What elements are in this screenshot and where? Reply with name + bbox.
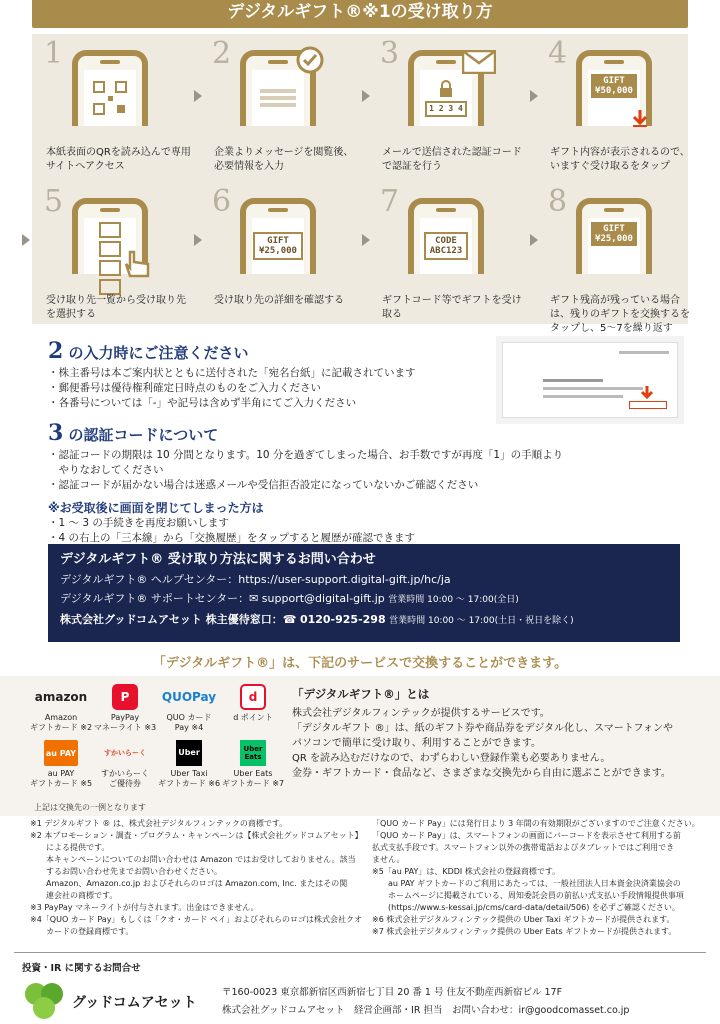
- footnote: ※1 デジタルギフト ® は、株式会社デジタルフィンテックの商標です。: [30, 819, 288, 828]
- service-label: d ポイント: [233, 713, 273, 722]
- service-amazon: [30, 684, 92, 733]
- skylark-logo-icon: すかいらーく: [104, 749, 146, 757]
- step-3: [368, 34, 522, 174]
- phone-icon: [72, 198, 148, 274]
- service-label: au PAY ギフトカード ※5: [30, 769, 93, 788]
- about-line: 金券・ギフトカード・食品など、さまざまな交換先から自由に選ぶことができます。: [292, 768, 671, 779]
- gift-amount: GIFT ¥25,000: [591, 222, 637, 246]
- service-quopay: [158, 684, 220, 733]
- step-number: 8: [548, 184, 568, 219]
- service-skylark: [94, 740, 156, 789]
- mail-icon: [462, 50, 496, 74]
- footnote: ※6 株式会社デジタルフィンテック提供の Uber Taxi ギフトカードが提供されます。: [372, 915, 675, 924]
- about-line: パソコンで簡単に受け取り、利用することができます。: [292, 738, 541, 749]
- gift-amount: GIFT ¥50,000: [591, 74, 637, 98]
- down-arrow-icon: [630, 108, 650, 128]
- footnote: ※3 PayPay マネーライトが付与されます。出金はできません。: [30, 903, 259, 912]
- footnote: Amazon、Amazon.co.jp およびそれらのロゴは Amazon.com, Inc. またはその関: [30, 879, 348, 888]
- footnote: 本キャンペーンについてのお問い合わせは Amazon ではお受けしておりません。該当: [30, 855, 356, 864]
- clover-logo-icon: [20, 980, 68, 1020]
- footnote: による提供です。: [30, 843, 110, 852]
- amazon-logo-icon: amazon: [34, 690, 88, 704]
- notice-item: やりなおしてください: [48, 464, 164, 476]
- about-title: 「デジタルギフト®」とは: [292, 687, 430, 701]
- phone-number[interactable]: 0120-925-298: [299, 613, 386, 626]
- footnote: (https://www.s-kessai.jp/cms/card-data/detail/506) を必ずご確認ください。: [372, 903, 680, 912]
- footnote: au PAY ギフトカードのご利用にあたっては、一般社団法人日本資金決済業協会の: [372, 879, 681, 888]
- phone-icon: [576, 50, 652, 126]
- footnote: ※5「au PAY」は、KDDI 株式会社の登録商標です。: [372, 867, 561, 876]
- hand-tap-icon: [124, 250, 154, 280]
- mail-icon: ✉: [249, 592, 262, 605]
- step-1: [32, 34, 191, 174]
- dpoint-logo-icon: d: [240, 684, 266, 710]
- about-line: 「デジタルギフト ®」は、紙のギフト券や商品券をデジタル化し、スマートフォンや: [292, 723, 673, 734]
- footnote: ません。: [372, 855, 405, 864]
- step-description: メールで送信された認証コードで認証を行う: [382, 147, 522, 172]
- footnote: するお問い合わせ先までお問い合わせください。: [30, 867, 222, 876]
- support-center-row: デジタルギフト® サポートセンター：✉ support@digital-gift.jp 営業時間 10:00 〜 17:00(全日): [60, 592, 519, 605]
- notice-item: ・認証コードが届かない場合は迷惑メールや受信拒否設定になっていないかご確認ください: [48, 479, 479, 491]
- services-note: 上記は交換先の一例となります: [34, 803, 146, 812]
- step-description: 受け取り先の詳細を確認する: [214, 295, 344, 306]
- address-sheet-illustration: [502, 342, 678, 418]
- support-email[interactable]: support@digital-gift.jp: [261, 592, 385, 605]
- step-description: ギフト残高が残っている場合は、残りのギフトを交換するをタップし、5〜7を繰り返す: [550, 295, 690, 334]
- footnote: ※4「QUO カード Pay」もしくは「クオ・カード ペイ」およびそれらのロゴは株式会社クオ: [30, 915, 362, 924]
- footnote: ※2 本プロモーション・調査・プログラム・キャンペーンは【株式会社グッドコムアセット】: [30, 831, 363, 840]
- phone-icon: [408, 198, 484, 274]
- phone-icon: ☎: [282, 613, 300, 626]
- step-5: [32, 182, 186, 322]
- step-description: ギフト内容が表示されるので、いますぐ受け取るをタップ: [550, 147, 690, 172]
- step-2: [200, 34, 354, 174]
- input-notice-section: [48, 338, 488, 411]
- step-number: 4: [548, 36, 568, 71]
- step-8: [536, 182, 690, 334]
- step-number: 6: [212, 184, 232, 219]
- footnote: カードの登録商標です。: [30, 927, 134, 936]
- phone-icon: [240, 198, 316, 274]
- uber-eats-logo-icon: Uber Eats: [240, 740, 266, 766]
- step-number: 5: [44, 184, 64, 219]
- footnotes-right: [372, 818, 702, 938]
- service-label: QUO カード Pay ※4: [166, 713, 212, 732]
- quopay-logo-icon: QUOPay: [161, 690, 217, 704]
- phone-icon: [408, 50, 484, 126]
- checkmark-icon: [296, 46, 324, 74]
- footnote: ホームページに掲載されている、周知委託会員の前払い式支払い手段情報提供事項: [372, 891, 684, 900]
- arrow-icon: [22, 234, 30, 246]
- service-label: Amazon ギフトカード ※2: [30, 713, 93, 732]
- service-label: すかいらーく ご優待券: [101, 769, 149, 788]
- step-number: 3: [380, 36, 400, 71]
- step-4: [536, 34, 690, 174]
- step-description: 本紙表面のQRを読み込んで専用サイトへアクセス: [46, 147, 191, 172]
- notice-item: ・各番号については「-」や記号は含めず半角にてご入力ください: [48, 397, 357, 409]
- step-number: 1: [44, 36, 64, 71]
- helpcenter-link[interactable]: デジタルギフト® ヘルプセンター：https://user-support.digital-gift.jp/hc/ja: [60, 573, 451, 586]
- footnote: 払式支払手段です。スマートフォン以外の携帯電話およびタブレットではご利用でき: [372, 843, 675, 852]
- service-label: PayPay マネーライト ※3: [94, 713, 157, 732]
- lock-icon: [437, 80, 455, 98]
- step-6: [200, 182, 350, 322]
- notice-item: ・郵便番号は優待権利確定日時点のものをご入力ください: [48, 382, 321, 394]
- company-logo: [20, 980, 68, 1020]
- aupay-logo-icon: au PAY: [44, 740, 78, 766]
- steps-panel: [32, 34, 690, 334]
- step-7: [368, 182, 522, 322]
- service-aupay: [30, 740, 92, 789]
- company-contact: 株式会社グッドコムアセット 経営企画部・IR 担当 お問い合わせ：ir@goodcomasset.co.jp: [222, 1005, 630, 1016]
- notice-item: ・株主番号は本ご案内状とともに送付された「宛名台紙」に記載されています: [48, 367, 416, 379]
- step-number: 7: [380, 184, 400, 219]
- step-description: 受け取り先一覧から受け取り先を選択する: [46, 295, 186, 320]
- phone-icon: [576, 198, 652, 274]
- service-uber-eats: [222, 740, 284, 789]
- gift-amount: GIFT ¥25,000: [253, 232, 303, 260]
- contact-box: [48, 544, 680, 642]
- note-item: ・1 〜 3 の手続きを再度お願いします: [48, 517, 229, 529]
- contact-title: デジタルギフト® 受け取り方法に関するお問い合わせ: [60, 552, 376, 567]
- divider: [14, 952, 706, 953]
- section-title: 2 の入力時にご注意ください: [48, 338, 249, 364]
- section-title: 3 の認証コードについて: [48, 420, 219, 446]
- uber-logo-icon: Uber: [176, 740, 202, 766]
- service-dpoint: [222, 684, 284, 723]
- down-arrow-icon: [639, 385, 655, 401]
- footnote: 「QUO カード Pay」には発行日より 3 年間の有効期限がございますのでご注意ください。: [372, 819, 700, 828]
- service-paypay: [94, 684, 156, 733]
- footnote: ※7 株式会社デジタルフィンテック提供の Uber Eats ギフトカードが提供されます。: [372, 927, 677, 936]
- company-address: 〒160-0023 東京都新宿区西新宿七丁目 20 番 1 号 住友不動産西新宿ビル 17F: [222, 987, 563, 998]
- inquiry-heading: 投資・IR に関するお問合せ: [22, 963, 141, 974]
- service-label: Uber Taxi ギフトカード ※6: [158, 769, 221, 788]
- note-title: ※お受取後に画面を閉じてしまった方は: [48, 501, 264, 515]
- exchange-banner: 「デジタルギフト®」は、下記のサービスで交換することができます。: [152, 656, 568, 671]
- about-line: QR を読み込むだけなので、わずらわしい登録作業も必要ありません。: [292, 753, 611, 764]
- qr-code-icon: [93, 81, 127, 115]
- about-line: 株式会社デジタルフィンテックが提供するサービスです。: [292, 708, 550, 719]
- company-contact-row: 株式会社グッドコムアセット 株主優待窓口：☎ 0120-925-298 営業時間 10:00 〜 17:00(土日・祝日を除く): [60, 613, 574, 626]
- phone-icon: [72, 50, 148, 126]
- step-number: 2: [212, 36, 232, 71]
- company-name: グッドコムアセット: [72, 995, 197, 1011]
- footnote: 連会社の商標です。: [30, 891, 118, 900]
- auth-code-box: 1 2 3 4: [425, 101, 467, 117]
- auth-code-section: [48, 420, 678, 546]
- notice-item: ・認証コードの期限は 10 分間となります。10 分を過ぎてしまった場合、お手数ですが再度「1」の手順より: [48, 449, 564, 461]
- about-section: [292, 686, 702, 781]
- step-description: 企業よりメッセージを閲覧後、必要情報を入力: [214, 147, 354, 172]
- footnote: 「QUO カード Pay」は、スマートフォンの画面にバーコードを表示させて利用する前: [372, 831, 681, 840]
- paypay-logo-icon: P: [112, 684, 138, 710]
- gift-code: CODE ABC123: [424, 232, 469, 260]
- footnotes-left: [30, 818, 370, 938]
- page-title: デジタルギフト®※1の受け取り方: [32, 0, 688, 28]
- step-description: ギフトコード等でギフトを受け取る: [382, 295, 522, 320]
- service-label: Uber Eats ギフトカード ※7: [222, 769, 285, 788]
- note-item: ・4 の右上の「三本線」から「交換履歴」をタップすると履歴が確認できます: [48, 532, 416, 544]
- phone-icon: [240, 50, 316, 126]
- service-uber-taxi: [158, 740, 220, 789]
